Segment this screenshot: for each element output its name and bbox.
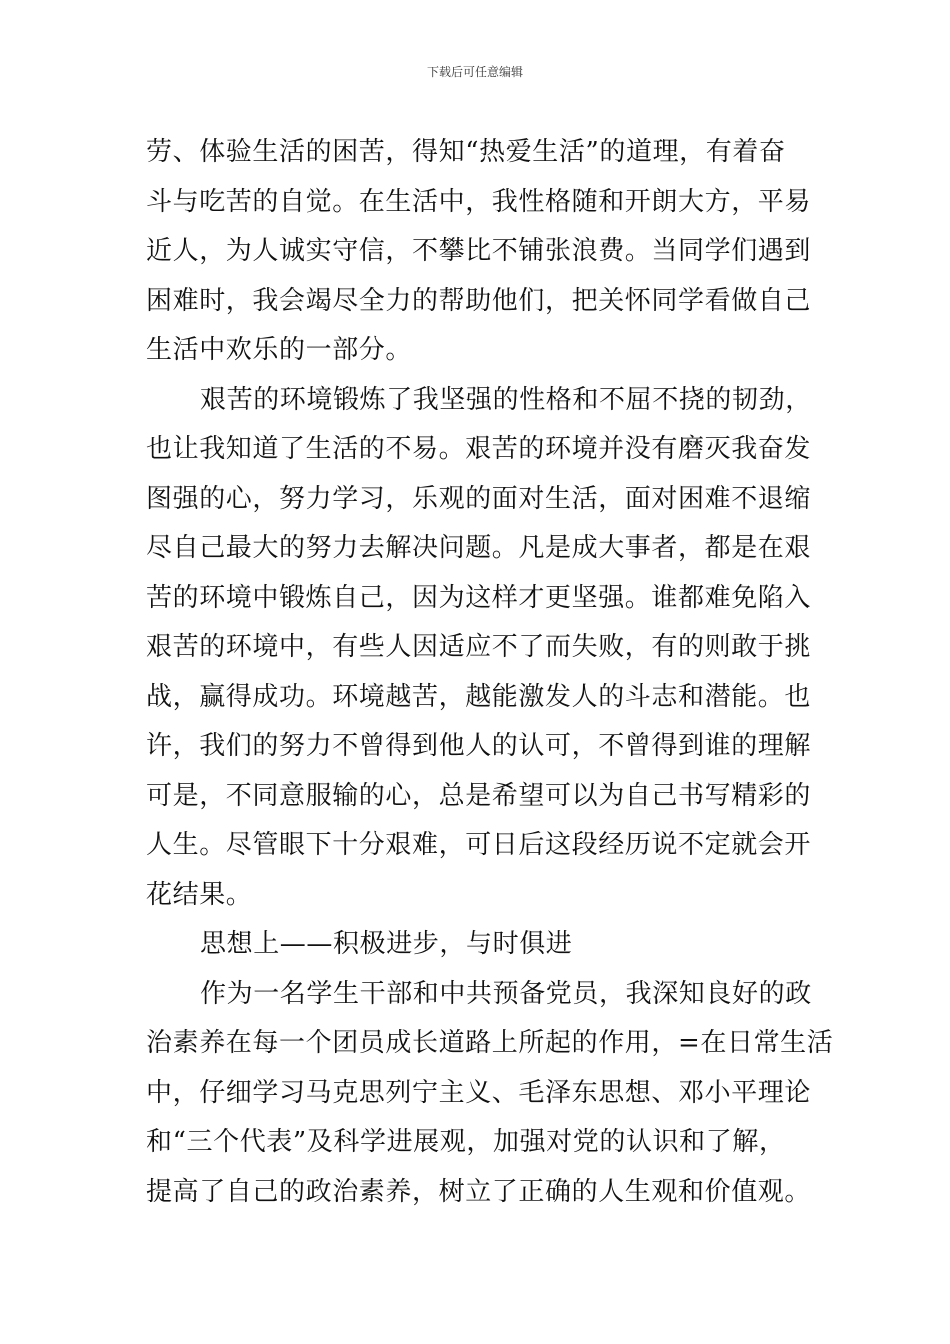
text-line: 苦的环境中锻炼自己，因为这样才更坚强。谁都难免陷入 — [146, 582, 812, 613]
text-line: 也让我知道了生活的不易。艰苦的环境并没有磨灭我奋发 — [146, 434, 812, 464]
page-header: 下载后可任意编辑 — [426, 65, 523, 79]
text-line: 花结果。 — [146, 879, 253, 910]
text-line: 中，仔细学习马克思列宁主义、毛泽东思想、邓小平理论 — [146, 1077, 812, 1108]
text-line: 人生。尽管眼下十分艰难，可日后这段经历说不定就会开 — [146, 830, 812, 860]
section-heading: 思想上——积极进步，与时俱进 — [200, 929, 573, 959]
text-line: 提高了自己的政治素养，树立了正确的人生观和价值观。 — [146, 1176, 812, 1207]
text-line: 生活中欢乐的一部分。 — [146, 335, 413, 365]
text-line: 可是，不同意服输的心，总是希望可以为自己书写精彩的 — [146, 780, 812, 811]
text-line: 劳、体验生活的困苦，得知“热爱生活”的道理，有着奋 — [146, 137, 786, 167]
text-line: 和“三个代表”及科学进展观，加强对党的认识和了解， — [146, 1127, 786, 1157]
document-body — [146, 128, 834, 1217]
text-line: 困难时，我会竭尽全力的帮助他们，把关怀同学看做自己 — [146, 285, 812, 316]
text-line: 战，赢得成功。环境越苦，越能激发人的斗志和潜能。也 — [146, 681, 812, 712]
paragraph-start-line: 作为一名学生干部和中共预备党员，我深知良好的政 — [200, 978, 812, 1009]
text-line: 治素养在每一个团员成长道路上所起的作用，=在日常生活 — [146, 1028, 834, 1058]
text-line: 许，我们的努力不曾得到他人的认可，不曾得到谁的理解 — [146, 731, 812, 761]
text-line: 图强的心，努力学习，乐观的面对生活，面对困难不退缩 — [146, 483, 812, 514]
text-line: 尽自己最大的努力去解决问题。凡是成大事者，都是在艰 — [146, 533, 812, 563]
text-line: 斗与吃苦的自觉。在生活中，我性格随和开朗大方，平易 — [146, 186, 812, 217]
paragraph-start-line: 艰苦的环境锻炼了我坚强的性格和不屈不挠的韧劲， — [200, 384, 812, 415]
text-line: 近人，为人诚实守信，不攀比不铺张浪费。当同学们遇到 — [146, 236, 812, 266]
text-line: 艰苦的环境中，有些人因适应不了而失败，有的则敢于挑 — [146, 632, 812, 662]
